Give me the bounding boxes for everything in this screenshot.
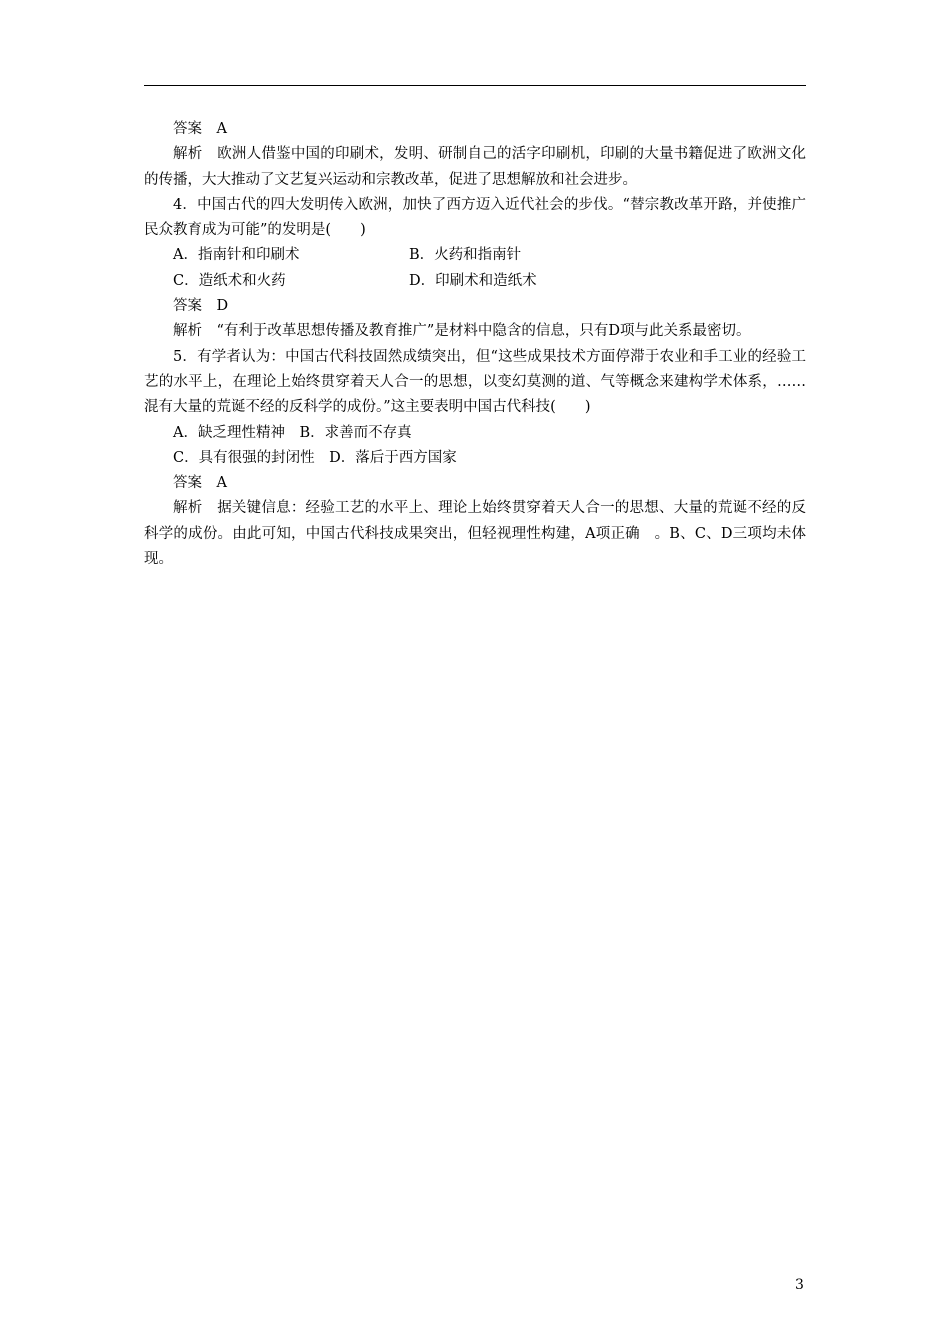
analysis-text: 据关键信息：经验工艺的水平上、理论上始终贯穿着天人合一的思想、大量的荒诞不经的反科学的成份。由此可知，中国古代科技成果突出，但轻视理性构建，A项正确 。B、C、D三项均未体现。 (144, 500, 807, 568)
answer-label: 答案 (173, 298, 202, 315)
q4-option-b: B．火药和指南针 (409, 247, 522, 264)
q5-option-d: D．落后于西方国家 (329, 449, 457, 466)
q5-option-c: C．具有很强的封闭性 (173, 449, 315, 466)
answer-label: 答案 (173, 121, 202, 137)
answer-value: A (216, 121, 227, 137)
q4-options-row-1 (144, 243, 806, 268)
q5-option-b: B．求善而不存真 (299, 424, 412, 441)
q5-option-a: A．缺乏理性精神 (173, 424, 285, 441)
q4-stem: 4．中国古代的四大发明传入欧洲，加快了西方迈入近代社会的步伐。“替宗教改革开路，并使推广民众教育成为可能”的发明是( ) (144, 196, 806, 239)
analysis-text: “有利于改革思想传播及教育推广”是材料中隐含的信息，只有D项与此关系最密切。 (216, 323, 751, 340)
q5-options-row-1 (144, 421, 806, 446)
answer-value: D (216, 298, 229, 315)
q5-options-row-2 (144, 446, 806, 471)
analysis-label: 解析 (173, 323, 202, 340)
page-number: 3 (795, 1277, 804, 1293)
header-rule (144, 85, 806, 86)
q5-analysis (144, 496, 806, 572)
q4-analysis (144, 319, 806, 344)
q4-answer (144, 294, 806, 319)
q4-option-c: C．造纸术和火药 (173, 272, 286, 289)
answer-label: 答案 (173, 475, 202, 492)
q5-answer (144, 471, 806, 496)
analysis-text: 欧洲人借鉴中国的印刷术，发明、研制自己的活字印刷机，印刷的大量书籍促进了欧洲文化的传播，大大推动了文艺复兴运动和宗教改革，促进了思想解放和社会进步。 (144, 146, 807, 188)
answer-value: A (216, 475, 227, 492)
q4-options-row-2 (144, 269, 806, 294)
q3-analysis (144, 142, 806, 193)
analysis-label: 解析 (173, 500, 203, 517)
q3-answer (144, 117, 806, 142)
q4-option-a: A．指南针和印刷术 (173, 247, 300, 264)
document-body (144, 117, 806, 572)
analysis-label: 解析 (173, 146, 203, 163)
q4-option-d: D．印刷术和造纸术 (409, 272, 537, 289)
q5-stem: 5．有学者认为：中国古代科技固然成绩突出，但“这些成果技术方面停滞于农业和手工业的经验工艺的水平上，在理论上始终贯穿着天人合一的思想，以变幻莫测的道、气等概念来建构学术体系，……混有大量的荒诞不经的反科学的成份。”这主要表明中国古代科技( ) (144, 348, 806, 416)
